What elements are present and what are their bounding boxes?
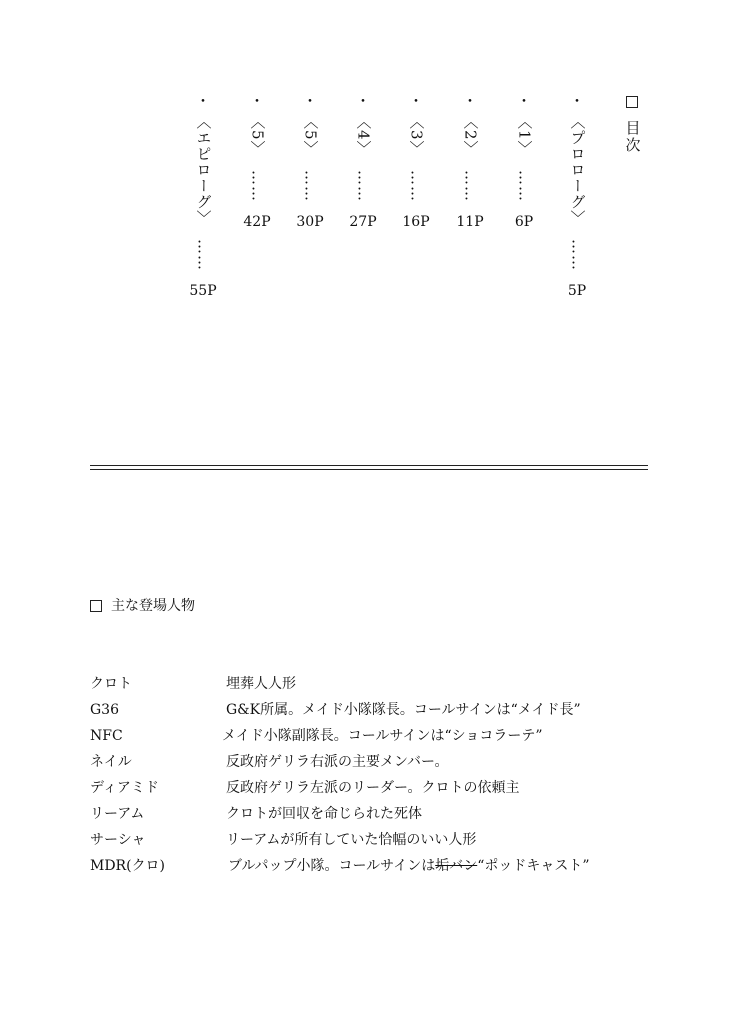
toc-title: 〈5〉	[248, 114, 267, 157]
toc-title: 〈エピローグ〉	[194, 114, 213, 226]
toc-title: 〈2〉	[461, 114, 480, 157]
toc-page-number: 16P	[402, 213, 430, 230]
toc-leader-dots: ……	[515, 169, 534, 202]
toc-title: 〈3〉	[407, 114, 426, 157]
character-list	[90, 674, 650, 882]
character-row	[90, 674, 650, 700]
toc-entry-1	[514, 94, 534, 231]
description-text: ブルパップ小隊。コールサインは	[228, 858, 436, 874]
character-description: G&K所属。メイド小隊隊長。コールサインは“メイド長”	[226, 702, 581, 718]
character-name: サーシャ	[90, 832, 146, 848]
character-row	[90, 778, 650, 804]
section-divider	[90, 465, 648, 470]
character-row	[90, 804, 650, 830]
toc-bullet: ・	[355, 92, 371, 110]
toc-entry-5b	[243, 92, 271, 231]
toc-title: 〈4〉	[354, 114, 373, 157]
toc-page-number: 6P	[514, 213, 534, 230]
toc-bullet: ・	[195, 92, 211, 110]
character-row	[90, 726, 650, 752]
character-description	[228, 856, 590, 876]
character-description: クロトが回収を命じられた死体	[226, 806, 422, 822]
character-description: リーアムが所有していた恰幅のいい人形	[226, 832, 477, 848]
character-name: リーアム	[90, 806, 145, 822]
toc-leader-dots: ……	[461, 169, 480, 202]
struck-text: 垢バン	[435, 858, 478, 874]
toc-bullet: ・	[408, 92, 424, 110]
toc-leader-dots: ……	[248, 169, 267, 202]
toc-leader-dots: ……	[407, 169, 426, 202]
toc-title: 〈5〉	[301, 114, 320, 157]
character-description: 反政府ゲリラ右派の主要メンバー。	[226, 754, 449, 770]
toc-page-number: 11P	[456, 213, 484, 230]
toc-leader-dots: ……	[194, 239, 213, 271]
description-text: “ポッドキャスト”	[477, 858, 590, 874]
toc-title: 〈1〉	[515, 114, 534, 157]
toc-bullet: ・	[249, 92, 265, 110]
toc-bullet: ・	[302, 92, 318, 110]
toc-leader-dots: ……	[301, 169, 320, 202]
toc-title: 〈プロローグ〉	[568, 114, 587, 226]
toc-leader-dots: ……	[354, 169, 373, 202]
toc-bullet: ・	[462, 92, 478, 110]
character-row	[90, 830, 650, 856]
toc-bullet: ・	[516, 92, 532, 110]
character-row	[90, 856, 650, 882]
toc-heading-text: 目次	[623, 120, 642, 154]
character-description: 埋葬人人形	[226, 676, 296, 692]
toc-leader-dots: ……	[568, 239, 587, 271]
toc-entry-epilogue	[189, 92, 217, 300]
toc-bullet: ・	[569, 92, 585, 110]
toc-entry-2	[456, 92, 484, 231]
characters-heading	[90, 597, 195, 615]
toc-page-number: 55P	[189, 283, 217, 299]
toc-entry-3	[402, 92, 430, 231]
character-description: メイド小隊副隊長。コールサインは“ショコラーテ”	[222, 728, 543, 744]
toc-page-number: 5P	[567, 283, 587, 299]
toc-page-number: 27P	[349, 213, 377, 230]
toc-page-number: 30P	[296, 213, 324, 230]
character-name: NFC	[90, 728, 123, 744]
character-name: MDR(クロ)	[90, 858, 166, 874]
character-row	[90, 752, 650, 778]
toc-entry-4	[349, 92, 377, 231]
character-description: 反政府ゲリラ左派のリーダー。クロトの依頼主	[226, 780, 520, 796]
character-name: クロト	[90, 676, 132, 692]
checkbox-square-icon	[626, 96, 638, 108]
character-name: ネイル	[90, 754, 132, 770]
character-row	[90, 700, 650, 726]
character-name: ディアミド	[90, 780, 159, 796]
character-name: G36	[90, 702, 119, 718]
toc-entry-5a	[296, 92, 324, 231]
toc-entry-prologue	[567, 94, 587, 300]
toc-heading	[621, 94, 643, 157]
characters-heading-text: 主な登場人物	[111, 598, 195, 614]
toc-page-number: 42P	[243, 213, 271, 230]
checkbox-square-icon	[90, 600, 102, 612]
